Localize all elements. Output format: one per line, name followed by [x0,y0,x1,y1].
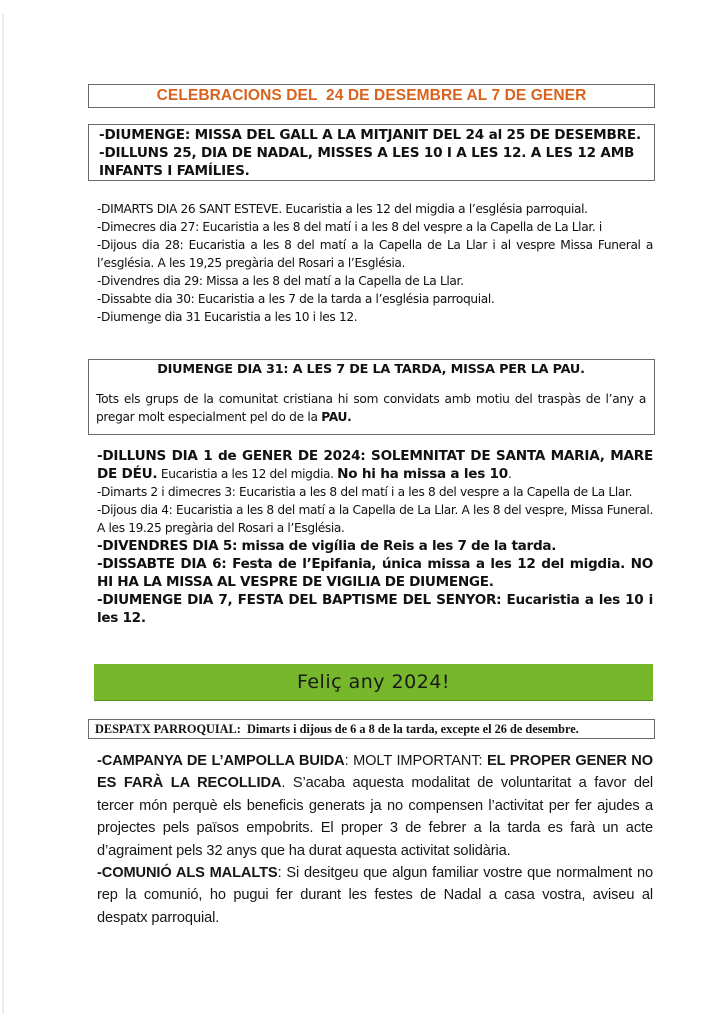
schedule-item: -DIVENDRES DIA 5: missa de vigília de Reis a les 7 de la tarda. [97,538,557,554]
schedule-item: -Dijous dia 28: Eucaristia a les 8 del matí a la Capella de La Llar i al vespre Missa Funeral a l’església. A les 19,25 pregària del Rosari a l’Església. [97,238,653,270]
new-year-heading: -DILLUNS DIA 1 de GENER DE 2024: SOLEMNITAT DE SANTA MARIA, MARE DE DÉU. [97,448,653,482]
communion-title: -COMUNIÓ ALS MALALTS [97,865,278,882]
peace-mass-body [96,390,646,426]
new-year-text: Eucaristia a les 12 del migdia. [157,467,338,481]
campaign-title: -CAMPANYA DE L’AMPOLLA BUIDA [97,753,345,769]
new-year-bold-note: No hi ha missa a les 10 [337,466,508,482]
schedule-item: -Dimecres dia 27: Eucaristia a les 8 del matí i a les 8 del vespre a la Capella de La Llar. i [97,220,602,234]
parish-office-box [88,719,655,739]
peace-mass-bold: PAU. [321,410,352,424]
communion-body: : Si desitgeu que algun familiar vostre que normalment no rep la comunió, ho pugui fer durant les festes de Nadal a casa vostra, aviseu al despatx parroquial. [97,865,653,926]
communion-notice [97,862,653,929]
schedule-item: -DISSABTE DIA 6: Festa de l’Epifania, única missa a les 12 del migdia. NO HI HA LA MISSA AL VESPRE DE VIGILIA DE DIUMENGE. [97,556,653,590]
page-title: CELEBRACIONS DEL 24 DE DESEMBRE AL 7 DE GENER [156,87,587,104]
peace-mass-text: Tots els grups de la comunitat cristiana hi som convidats amb motiu del traspàs de l’any a pregar molt especialment pel do de la [96,392,646,424]
schedule-item: -Dimarts 2 i dimecres 3: Eucaristia a les 8 del matí i a les 8 del vespre a la Capella de La Llar. [97,485,633,499]
campaign-important: : MOLT IMPORTANT: [344,753,488,769]
january-schedule [97,447,653,627]
peace-mass-box [88,359,655,435]
schedule-item: -Dijous dia 4: Eucaristia a les 8 del matí a la Capella de La Llar. A les 8 del vespre, Missa Funeral. A les 19.25 pregària del Rosari a l’Església. [97,503,653,535]
office-hours: Dimarts i dijous de 6 a 8 de la tarda, excepte el 26 de desembre. [240,722,579,736]
campaign-highlight: EL PROPER GENER NO ES FARÀ LA RECOLLIDA [97,753,653,792]
schedule-item: -Divendres dia 29: Missa a les 8 del matí a la Capella de La Llar. [97,274,464,288]
schedule-item: -DIMARTS DIA 26 SANT ESTEVE. Eucaristia a les 12 del migdia a l’església parroquial. [97,202,588,216]
schedule-item: -Diumenge dia 31 Eucaristia a les 10 i les 12. [97,310,358,324]
notices [97,750,653,929]
highlight-line-3: INFANTS I FAMÍLIES. [99,163,250,179]
week-schedule [97,200,653,326]
schedule-item: -DIUMENGE DIA 7, FESTA DEL BAPTISME DEL SENYOR: Eucaristia a les 10 i les 12. [97,592,653,626]
highlight-line-1: -DIUMENGE: MISSA DEL GALL A LA MITJANIT DEL 24 al 25 DE DESEMBRE. [99,127,641,143]
new-year-end: . [507,467,512,481]
schedule-item [97,447,653,483]
highlight-line-2: -DILLUNS 25, DIA DE NADAL, MISSES A LES 10 I A LES 12. A LES 12 AMB [99,145,635,161]
bottle-campaign-notice [97,750,653,862]
schedule-item: -Dissabte dia 30: Eucaristia a les 7 de la tarda a l’església parroquial. [97,292,495,306]
christmas-highlight-box [88,124,655,181]
peace-mass-title: DIUMENGE DIA 31: A LES 7 DE LA TARDA, MISSA PER LA PAU. [157,362,585,377]
title-box [88,84,655,108]
banner-text: Feliç any 2024! [296,671,451,693]
campaign-body: . S’acaba aquesta modalitat de voluntaritat a favor del tercer món perquè els beneficis generats ja no compensen l’activitat per fer ajudes a projectes pels països empobrits. El proper 3 de febrer a la tarda es farà un acte d’agraiment pels 32 anys que ha durat aquesta activitat solidària. [97,775,653,859]
office-label: DESPATX PARROQUIAL: [95,722,241,736]
page-edge [2,14,4,1014]
happy-new-year-banner [94,664,653,701]
